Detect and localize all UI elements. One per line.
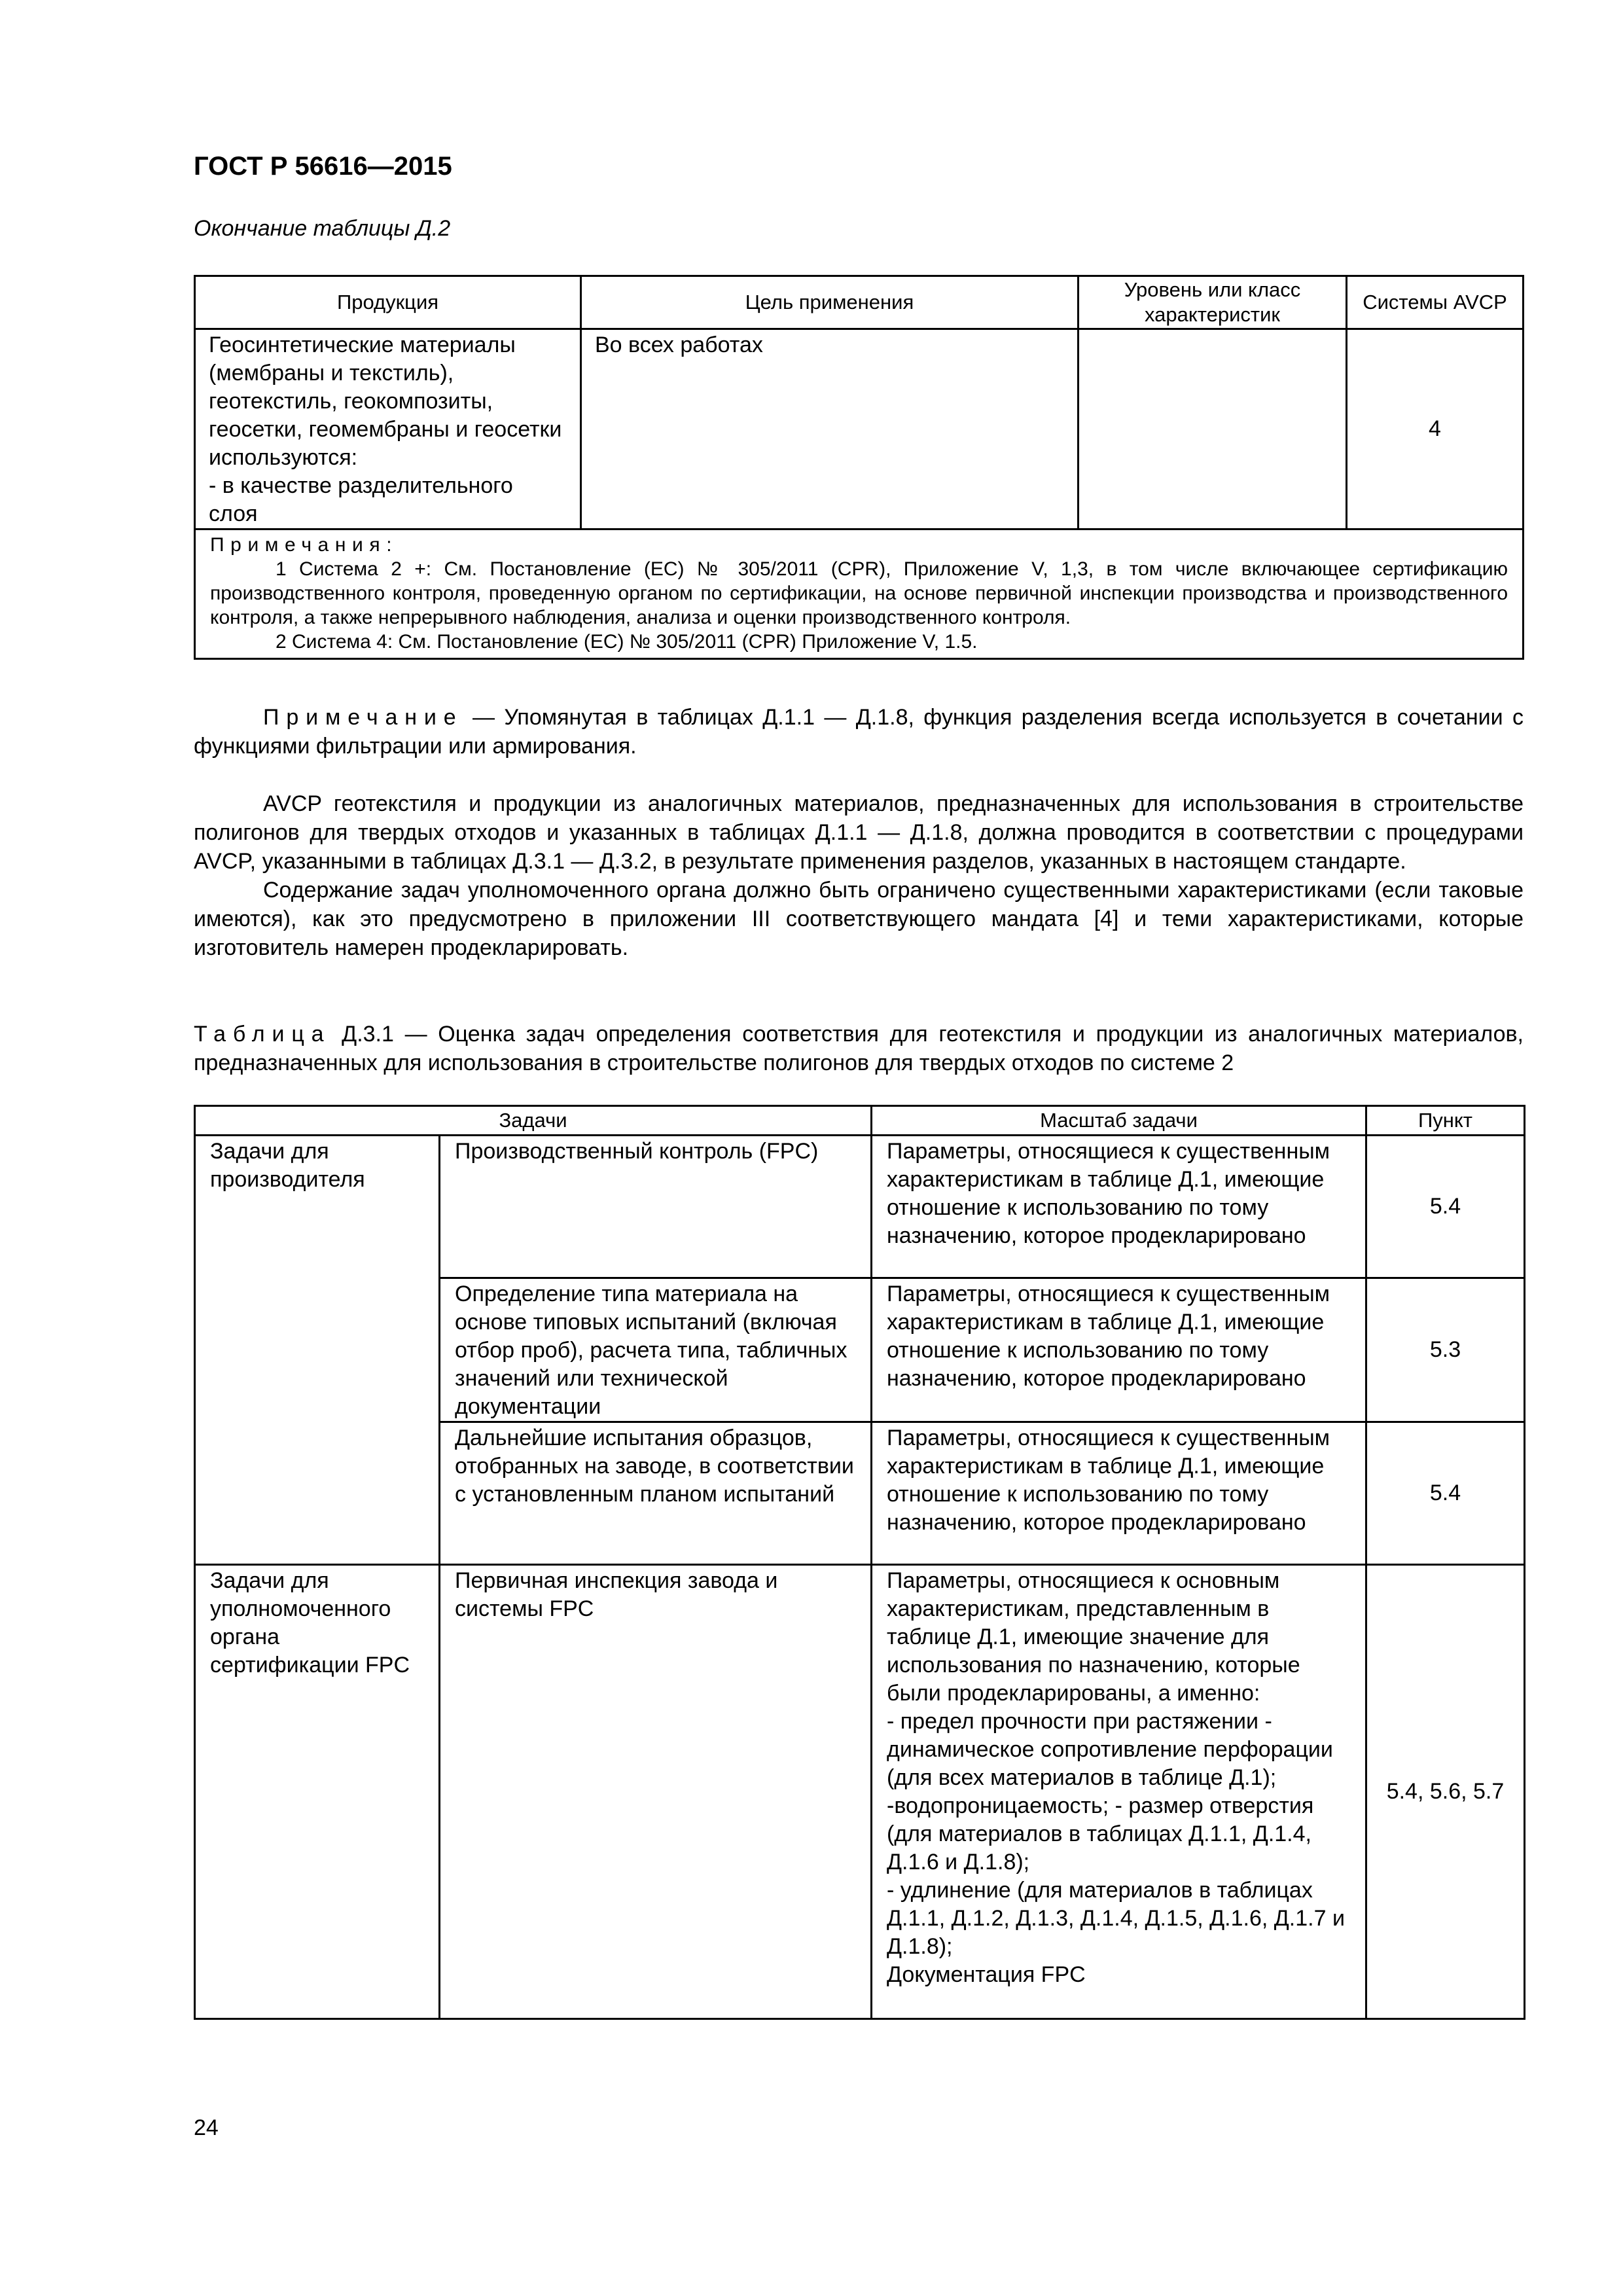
task-type-determination: Определение типа материала на основе типовых испытаний (включая отбор проб), расчета типа, табличных значений или технической документации [440, 1278, 872, 1422]
table-d31-caption [194, 1020, 1524, 1077]
cell-systems: 4 [1347, 329, 1524, 529]
scope-fpc: Параметры, относящиеся к существенным характеристикам в таблице Д.1, имеющие отношение к использованию по тому назначению, которое продекларировано [872, 1136, 1366, 1278]
table-notes [195, 529, 1524, 659]
cell-level [1079, 329, 1347, 529]
note-1: 1 Система 2 +: См. Постановление (ЕС) № 305/2011 (CPR), Приложение V, 1,3, в том числе включающее сертификацию производственного контроля, проведенную органом по сертификации, на основе первичной инспекции производства и производственного контроля, а также непрерывного наблюдения, анализа и оценки производственного контроля. [210, 558, 1508, 628]
col-header-scope: Масштаб задачи [872, 1106, 1366, 1136]
clause-initial-inspection: 5.4, 5.6, 5.7 [1366, 1565, 1525, 2019]
notes-title: Примечания: [210, 534, 399, 556]
table-header-row [195, 1106, 1525, 1136]
table-continuation-label: Окончание таблицы Д.2 [194, 216, 451, 241]
note-text: — Упомянутая в таблицах Д.1.1 — Д.1.8, функция разделения всегда используется в сочетании с функциями фильтрации или армирования. [194, 705, 1524, 759]
table-row [195, 329, 1524, 529]
group-manufacturer: Задачи для производителя [195, 1136, 440, 1565]
table-row [195, 1136, 1525, 1278]
clause-further-testing: 5.4 [1366, 1422, 1525, 1565]
col-header-product: Продукция [195, 276, 581, 329]
caption-label: Таблица [194, 1022, 331, 1047]
table-header-row [195, 276, 1524, 329]
task-initial-inspection: Первичная инспекция завода и системы FPC [440, 1565, 872, 2019]
col-header-clause: Пункт [1366, 1106, 1525, 1136]
table-d2-end [194, 275, 1524, 660]
col-header-tasks: Задачи [195, 1106, 872, 1136]
table-d31 [194, 1105, 1525, 2020]
scope-type-determination: Параметры, относящиеся к существенным характеристикам в таблице Д.1, имеющие отношение к использованию по тому назначению, которое продекларировано [872, 1278, 1366, 1422]
note-label: Примечание [263, 705, 463, 730]
note-2: 2 Система 4: См. Постановление (ЕС) № 305/2011 (CPR) Приложение V, 1.5. [276, 631, 978, 653]
task-further-testing: Дальнейшие испытания образцов, отобранных на заводе, в соответствии с установленным планом испытаний [440, 1422, 872, 1565]
paragraph-content: Содержание задач уполномоченного органа должно быть ограничено существенными характеристиками (если таковые имеются), как это предусмотрено в приложении III соответствующего мандата [4] и теми характеристиками, которые изготовитель намерен продекларировать. [194, 878, 1524, 960]
task-fpc: Производственный контроль (FPC) [440, 1136, 872, 1278]
notes-row [195, 529, 1524, 659]
clause-type-determination: 5.3 [1366, 1278, 1525, 1422]
scope-further-testing: Параметры, относящиеся к существенным характеристикам в таблице Д.1, имеющие отношение к использованию по тому назначению, которое продекларировано [872, 1422, 1366, 1565]
cell-product: Геосинтетические материалы (мембраны и текстиль), геотекстиль, геокомпозиты, геосетки, геомембраны и геосетки используются: - в качестве разделительного слоя [195, 329, 581, 529]
scope-initial-inspection: Параметры, относящиеся к основным характеристикам, представленным в таблице Д.1, имеющие значение для использования по назначению, которые были продекларированы, а именно: - предел прочности при растяжении - динамическое сопротивление перфорации (для всех материалов в таблице Д.1); -водопроницаемость; - размер отверстия (для материалов в таблицах Д.1.1, Д.1.4, Д.1.6 и Д.1.8); - удлинение (для материалов в таблицах Д.1.1, Д.1.2, Д.1.3, Д.1.4, Д.1.5, Д.1.6, Д.1.7 и Д.1.8); Документация FPC [872, 1565, 1366, 2019]
caption-text: Д.3.1 — Оценка задач определения соответствия для геотекстиля и продукции из аналогичных материалов, предназначенных для использования в строительстве полигонов для твердых отходов по системе 2 [194, 1022, 1524, 1075]
clause-fpc: 5.4 [1366, 1136, 1525, 1278]
cell-purpose: Во всех работах [581, 329, 1079, 529]
col-header-purpose: Цель применения [581, 276, 1079, 329]
paragraph-avcp: AVCP геотекстиля и продукции из аналогичных материалов, предназначенных для использования в строительстве полигонов для твердых отходов и указанных в таблицах Д.1.1 — Д.1.8, должна проводится в соответствии с процедурами AVCP, указанными в таблицах Д.3.1 — Д.3.2, в результате применения разделов, указанных в настоящем стандарте. [194, 791, 1524, 874]
document-header: ГОСТ Р 56616—2015 [194, 152, 452, 181]
col-header-systems: Системы AVCP [1347, 276, 1524, 329]
table-row [195, 1565, 1525, 2019]
note-paragraph [194, 703, 1524, 761]
body-text [194, 789, 1524, 962]
col-header-level: Уровень или класс характеристик [1079, 276, 1347, 329]
group-certification-body: Задачи для уполномоченного органа сертификации FPC [195, 1565, 440, 2019]
page-number: 24 [194, 2115, 219, 2140]
